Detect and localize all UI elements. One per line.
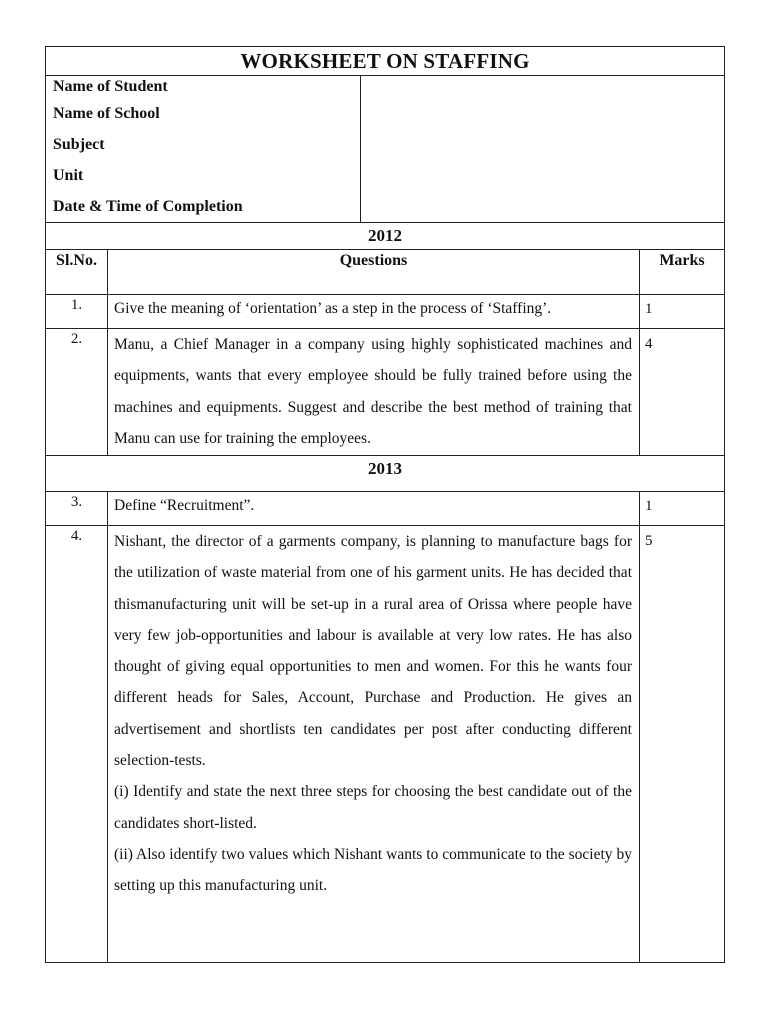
question-subpart-i: (i) Identify and state the next three steps for choosing the best candidate out of the candidates short-listed. — [114, 783, 632, 832]
question-marks: 5 — [640, 526, 725, 963]
title-row — [46, 47, 725, 76]
question-marks: 4 — [640, 329, 725, 456]
question-marks: 1 — [640, 492, 725, 526]
info-label-date-time: Date & Time of Completion — [53, 198, 243, 215]
question-number: 1. — [46, 295, 108, 329]
question-row — [46, 295, 725, 329]
student-info-row — [46, 76, 725, 223]
info-label-student-name: Name of Student — [53, 78, 168, 95]
question-row — [46, 492, 725, 526]
info-label-subject: Subject — [53, 136, 105, 153]
year-heading: 2012 — [46, 223, 725, 250]
question-subpart-ii: (ii) Also identify two values which Nishant wants to communicate to the society by setting up this manufacturing unit. — [114, 845, 632, 895]
question-number: 4. — [46, 526, 108, 963]
year-row-2012 — [46, 223, 725, 250]
question-number: 2. — [46, 329, 108, 456]
worksheet-title: WORKSHEET ON STAFFING — [46, 47, 725, 76]
question-text: Nishant, the director of a garments company, is planning to manufacture bags for the utilization of waste material from one of his garment units. He has decided that thismanufacturing unit will be set-up in a rural area of Orissa where people have very few job-opportunities and labour is available at very low rates. He has also thought of giving equal opportunities to men and women. For this he wants four different heads for Sales, Account, Purchase and Production. He gives an advertisement and shortlists ten candidates per post after conducting different selection-tests. — [114, 533, 632, 770]
question-text: Give the meaning of ‘orientation’ as a step in the process of ‘Staffing’. — [108, 295, 640, 329]
worksheet-table — [45, 46, 725, 963]
student-info-labels — [46, 76, 361, 223]
year-heading: 2013 — [46, 456, 725, 492]
question-row — [46, 526, 725, 963]
info-label-school-name: Name of School — [53, 105, 160, 122]
question-text-block — [108, 526, 640, 963]
info-label-unit: Unit — [53, 167, 84, 184]
question-text: Manu, a Chief Manager in a company using highly sophisticated machines and equipments, wants that every employee should be fully trained before using the machines and equipments. Suggest and describe the best method of training that Manu can use for training the employees. — [108, 329, 640, 456]
question-number: 3. — [46, 492, 108, 526]
header-marks: Marks — [640, 250, 725, 295]
header-sl-no: Sl.No. — [46, 250, 108, 295]
header-questions: Questions — [108, 250, 640, 295]
column-header-row — [46, 250, 725, 295]
year-row-2013 — [46, 456, 725, 492]
question-text: Define “Recruitment”. — [108, 492, 640, 526]
worksheet — [45, 46, 724, 963]
student-info-answer-area[interactable] — [361, 76, 725, 223]
question-marks: 1 — [640, 295, 725, 329]
question-row — [46, 329, 725, 456]
